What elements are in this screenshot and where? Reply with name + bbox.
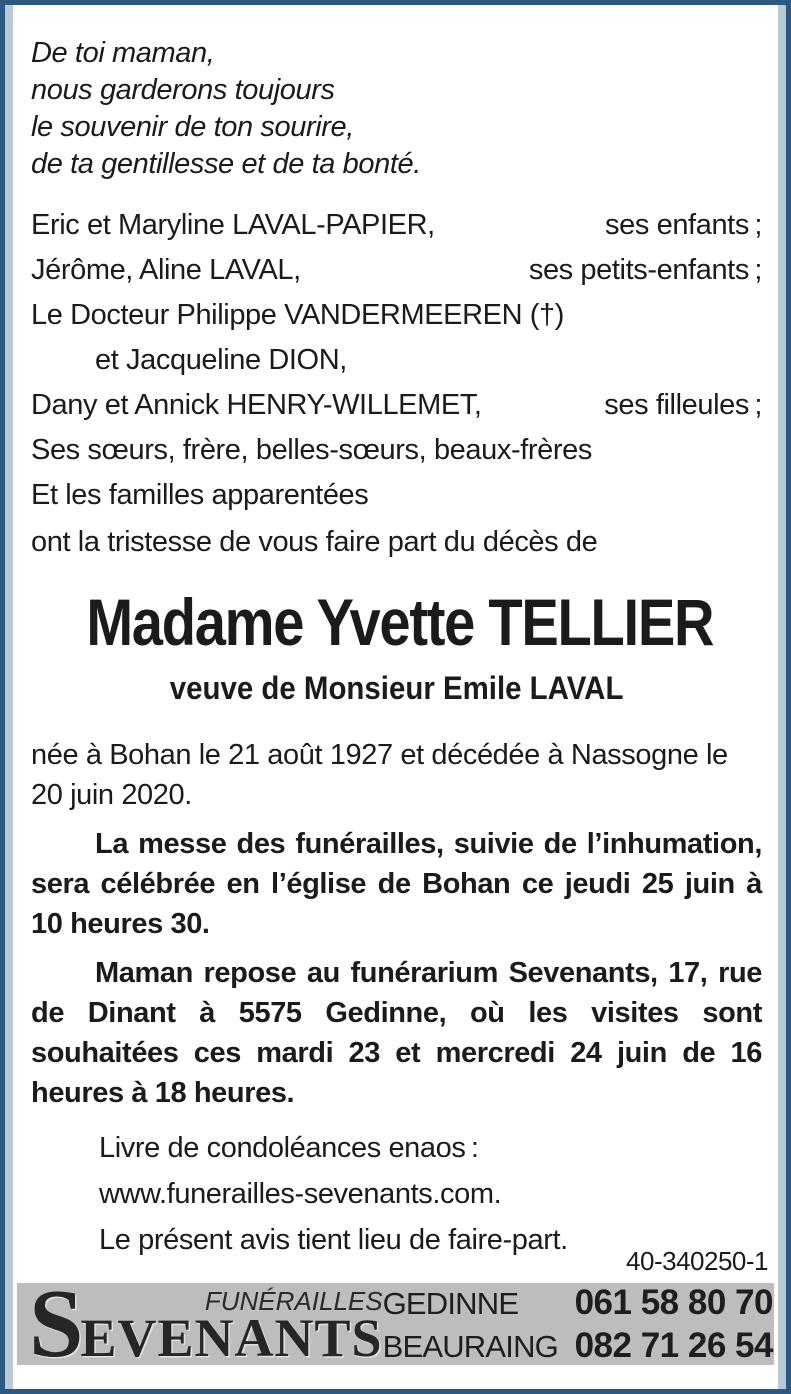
reference-code: 40-340250-1 — [626, 1246, 768, 1276]
funeral-home-logo — [29, 1269, 383, 1378]
family-name: Et les familles apparentées — [31, 479, 369, 511]
family-row — [31, 383, 762, 428]
widow-subtitle: veuve de Monsieur Emile LAVAL — [169, 670, 624, 706]
poem-line: le souvenir de ton sourire, — [31, 111, 354, 143]
family-name: et Jacqueline DION, — [95, 344, 347, 376]
poem-line: De toi maman, — [31, 37, 215, 69]
city-label: BEAURAING — [382, 1328, 558, 1364]
family-row — [31, 338, 762, 383]
condolence-book-line: Livre de condoléances enaos : — [99, 1132, 479, 1164]
website-line: www.funerailles-sevenants.com. — [99, 1178, 502, 1210]
brand-sevenants-label: EVENANTS — [80, 1308, 383, 1369]
brand-funerailles-label: FUNÉRAILLES — [204, 1286, 383, 1317]
contact-list — [383, 1283, 773, 1366]
family-relation: ses enfants ; — [605, 209, 762, 241]
family-name: Ses sœurs, frère, belles-sœurs, beaux-frères — [31, 434, 592, 466]
deceased-name-title: Madame Yvette TELLIER — [86, 585, 714, 659]
poem-line: nous garderons toujours — [31, 74, 335, 106]
family-row — [31, 473, 762, 518]
phone-number: 082 71 26 54 — [574, 1325, 773, 1365]
poem-line: de ta gentillesse et de ta bonté. — [31, 148, 421, 180]
phone-number: 061 58 80 70 — [574, 1282, 773, 1322]
family-row — [31, 248, 762, 293]
funeral-home-banner — [17, 1269, 774, 1378]
memorial-poem — [31, 35, 762, 183]
family-name: Eric et Maryline LAVAL-PAPIER, — [31, 209, 435, 241]
funeral-mass-paragraph: La messe des funérailles, suivie de l’inhumation, sera célébrée en l’église de Bohan ce jeudi 25 juin à 10 heures 30. — [31, 828, 762, 940]
closing-block — [99, 1125, 762, 1263]
family-row — [31, 293, 762, 338]
repose-paragraph: Maman repose au funérarium Sevenants, 17, rue de Dinant à 5575 Gedinne, où les visites sont souhaitées ces mardi 23 et mercredi 24 juin de 16 heures à 18 heures. — [31, 957, 762, 1109]
family-name: Jérôme, Aline LAVAL, — [31, 254, 301, 286]
notice-inner — [5, 5, 786, 1389]
family-name: Dany et Annick HENRY-WILLEMET, — [31, 389, 482, 421]
brand-initial: S — [29, 1269, 84, 1378]
birth-death-paragraph: née à Bohan le 21 août 1927 et décédée à Nassogne le 20 juin 2020. — [31, 739, 728, 811]
announcement-line: ont la tristesse de vous faire part du décès de — [31, 526, 598, 558]
family-list — [31, 203, 762, 518]
family-row — [31, 428, 762, 473]
family-relation: ses petits-enfants ; — [528, 254, 762, 286]
family-name: Le Docteur Philippe VANDERMEEREN (†) — [31, 299, 565, 331]
family-relation: ses filleules ; — [604, 389, 762, 421]
city-label: GEDINNE — [382, 1285, 519, 1321]
family-row — [31, 203, 762, 248]
closing-line: Le présent avis tient lieu de faire-part. — [99, 1224, 568, 1256]
